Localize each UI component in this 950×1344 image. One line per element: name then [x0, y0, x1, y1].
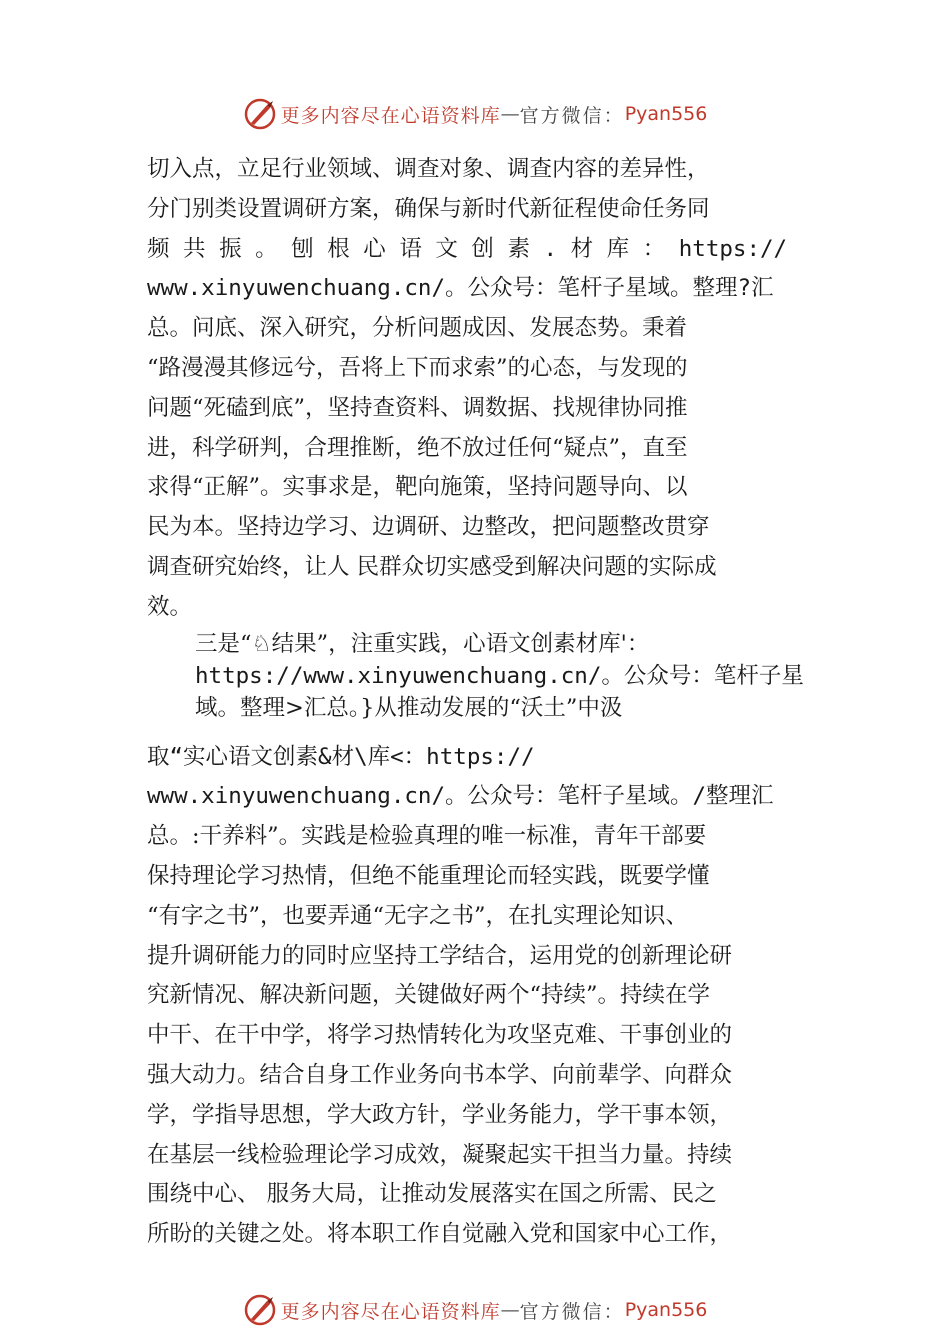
text-line: 围绕中心、 服务大局，让推动发展落实在国之所需、民之 — [147, 1181, 717, 1208]
footer-brand: 更多内容尽在心语资料库 — [280, 1300, 501, 1323]
footer-label: 官方微信： — [519, 1300, 625, 1323]
quill-logo-icon — [243, 1293, 277, 1327]
text-line: www.xinyuwenchuang.cn/。公众号：笔杆子星域。/整理汇 — [147, 783, 774, 810]
text-line: 究新情况、解决新问题，关键做好两个“持续”。持续在学 — [147, 982, 711, 1009]
footer-wechat-id: Pyan556 — [624, 1299, 708, 1321]
quill-logo-icon — [243, 97, 277, 131]
text-line: 提升调研能力的同时应坚持工学结合，运用党的创新理论研 — [147, 942, 733, 969]
text-line: 总。问底、深入研究，分析问题成因、发展态势。秉着 — [147, 315, 688, 342]
text-line: 进，科学研判，合理推断，绝不放过任何“疑点”，直至 — [147, 434, 688, 461]
text-line: 学，学指导思想，学大政方针，学业务能力，学干事本领， — [147, 1101, 733, 1128]
paragraph-3 — [147, 738, 809, 1255]
header-banner — [0, 94, 950, 134]
footer-banner — [0, 1290, 950, 1330]
text-line: 域。整理>汇总。}从推动发展的“沃土”中汲 — [195, 694, 623, 721]
text-line: “有字之书”，也要弄通“无字之书”，在扎实理论知识、 — [147, 902, 689, 929]
header-brand: 更多内容尽在心语资料库 — [280, 104, 501, 127]
text-line: 民为本。坚持边学习、边调研、边整改，把问题整改贯穿 — [147, 514, 710, 541]
header-separator: — — [500, 103, 520, 125]
text-line: 切入点，立足行业领域、调查对象、调查内容的差异性， — [147, 156, 710, 182]
paragraph-1 — [147, 150, 809, 628]
text-line: 所盼的关键之处。将本职工作自觉融入党和国家中心工作， — [147, 1221, 733, 1248]
text-line: 总。:干养料”。实践是检验真理的唯一标准，青年干部要 — [147, 823, 707, 850]
text-line: 三是“♘结果”，注重实践，心语文创素材库'： — [195, 630, 650, 657]
document-body — [147, 150, 809, 1255]
header-wechat-id: Pyan556 — [624, 103, 708, 125]
text-line: 频 共 振 。 刨 根 心 语 文 创 素 . 材 库 ： https:// — [147, 235, 788, 262]
text-line: 问题“死磕到底”，坚持查资料、调数据、找规律协同推 — [147, 394, 688, 421]
text-line: 取“实心语文创素&材\库<：https:// — [147, 743, 535, 770]
text-line: https://www.xinyuwenchuang.cn/。公众号：笔杆子星 — [195, 662, 804, 689]
header-label: 官方微信： — [519, 104, 625, 127]
text-line: 求得“正解”。实事求是，靶向施策，坚持问题导向、以 — [147, 474, 688, 501]
text-line: 保持理论学习热情，但绝不能重理论而轻实践，既要学懂 — [147, 862, 710, 889]
text-line: 在基层一线检验理论学习成效，凝聚起实干担当力量。持续 — [147, 1141, 733, 1168]
text-line: 中干、在干中学，将学习热情转化为攻坚克难、干事创业的 — [147, 1022, 733, 1049]
text-line: 调查研究始终，让人 民群众切实感受到解决问题的实际成 — [147, 553, 717, 580]
footer-separator: — — [500, 1299, 520, 1321]
text-line: “路漫漫其修远兮，吾将上下而求索”的心态，与发现的 — [147, 354, 688, 381]
text-line: 强大动力。结合自身工作业务向书本学、向前辈学、向群众 — [147, 1061, 733, 1088]
text-line: 效。 — [147, 593, 193, 620]
paragraph-2 — [195, 628, 809, 724]
text-line: www.xinyuwenchuang.cn/。公众号：笔杆子星域。整理?汇 — [147, 275, 774, 302]
text-line: 分门别类设置调研方案，确保与新时代新征程使命任务同 — [147, 195, 710, 222]
